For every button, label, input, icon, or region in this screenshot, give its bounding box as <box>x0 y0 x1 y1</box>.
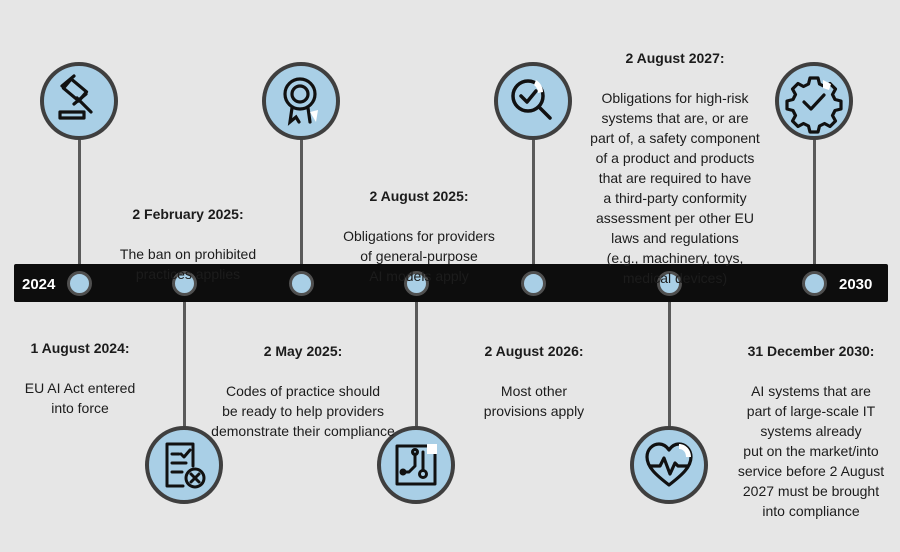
connector-2 <box>183 283 186 428</box>
start-year-label: 2024 <box>22 276 56 293</box>
milestone-description: EU AI Act entered into force <box>24 380 136 416</box>
milestone-text-2025-08 <box>330 166 508 306</box>
award-ribbon-icon <box>262 62 340 140</box>
heart-pulse-icon <box>630 426 708 504</box>
milestone-date: 2 August 2027: <box>625 50 725 66</box>
milestone-dot-2026-08 <box>521 271 546 296</box>
milestone-text-2030-12 <box>722 321 900 541</box>
milestone-date: 2 August 2026: <box>484 343 584 359</box>
milestone-dot-2025-05 <box>289 271 314 296</box>
milestone-description: Codes of practice should be ready to help providers demonstrate their compliance <box>211 383 395 439</box>
milestone-description: Obligations for providers of general-purpose AI models apply <box>343 228 495 284</box>
milestone-text-2025-02 <box>103 184 273 304</box>
milestone-date: 2 August 2025: <box>369 188 469 204</box>
milestone-date: 2 February 2025: <box>132 206 244 222</box>
milestone-description: AI systems that are part of large-scale IT systems already put on the market/into service before 2 August 2027 must be brought into compliance <box>737 383 885 519</box>
milestone-dot-2030-12 <box>802 271 827 296</box>
milestone-description: The ban on prohibited practices applies <box>119 246 257 282</box>
connector-1 <box>78 118 81 283</box>
milestone-text-2024-08 <box>8 318 152 438</box>
milestone-description: Obligations for high-risk systems that are, or are part of, a safety component of a product and products that are required to have a third-party conformity assessment per other EU laws and regulations (e.g., machinery, toys, medical devices) <box>590 90 760 286</box>
milestone-date: 31 December 2030: <box>747 343 875 359</box>
milestone-text-2026-08 <box>466 321 602 441</box>
milestone-text-2027-08 <box>578 28 772 308</box>
connector-3 <box>300 118 303 283</box>
milestone-date: 2 May 2025: <box>263 343 343 359</box>
end-year-label: 2030 <box>839 276 873 293</box>
gavel-icon <box>40 62 118 140</box>
connector-7 <box>813 118 816 283</box>
milestone-text-2025-05 <box>202 321 404 461</box>
milestone-date: 1 August 2024: <box>30 340 130 356</box>
gear-check-icon <box>775 62 853 140</box>
milestone-description: Most other provisions apply <box>483 383 585 419</box>
magnifier-check-icon <box>494 62 572 140</box>
connector-5 <box>532 118 535 283</box>
milestone-dot-2024-08 <box>67 271 92 296</box>
